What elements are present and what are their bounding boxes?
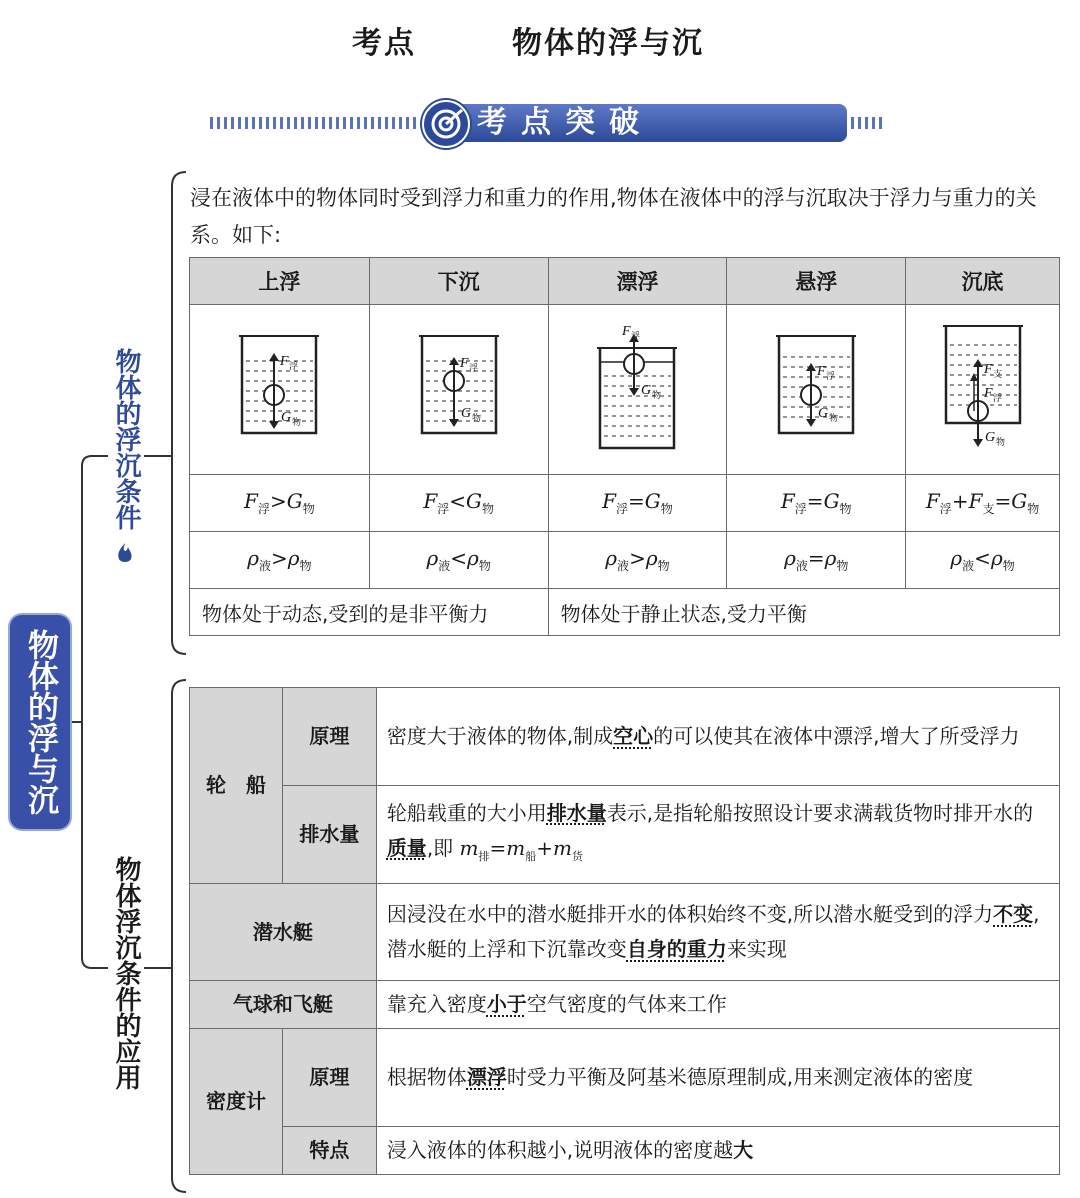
svg-text:F: F [983,361,993,377]
svg-text:浮: 浮 [468,363,478,374]
density-relation-rising: $\rho_液>\rho_物$ [190,532,370,589]
flame-icon [115,542,135,564]
beaker-diagram-sinking [369,305,548,475]
hydrometer-feature-label: 特点 [282,1127,376,1175]
col-header-bottom: 沉底 [906,258,1060,305]
mindmap-main-node [10,615,70,829]
svg-text:G: G [460,405,471,421]
hydrometer-feature-text: 浸入液体的体积越小,说明液体的密度越大 [376,1127,1059,1175]
density-relation-sinking: $\rho_液<\rho_物$ [369,532,548,589]
force-relation-sinking: $F_浮<G_物$ [369,475,548,532]
hydrometer-principle-label: 原理 [282,1029,376,1127]
mindmap-sub-applications-label: 物体浮沉条件的应用 [111,856,141,1090]
col-header-rising: 上浮 [190,258,370,305]
state-static: 物体处于静止状态,受力平衡 [548,589,1059,636]
ship-displacement-text: 轮船载重的大小用排水量表示,是指轮船按照设计要求满载货物时排开水的质量,即 $m_排=m_船+m_货$ [376,786,1059,884]
svg-text:G: G [984,429,995,445]
svg-text:浮: 浮 [826,371,836,382]
force-relation-rising: $F_浮>G_物$ [190,475,370,532]
hydrometer-label: 密度计 [190,1029,283,1175]
ship-displacement-label: 排水量 [282,786,376,884]
svg-text:浮: 浮 [992,393,1002,404]
hydrometer-principle-text: 根据物体漂浮时受力平衡及阿基米德原理制成,用来测定液体的密度 [376,1029,1059,1127]
balloon-text: 靠充入密度小于空气密度的气体来工作 [376,981,1059,1029]
svg-text:浮: 浮 [631,332,641,342]
applications-table [189,687,1060,1175]
submarine-text: 因浸没在水中的潜水艇排开水的体积始终不变,所以潜水艇受到的浮力不变,潜水艇的上浮和下沉靠改变自身的重力来实现 [376,884,1059,981]
svg-text:G: G [281,409,292,425]
svg-text:物: 物 [471,413,481,424]
svg-text:浮: 浮 [289,361,299,372]
svg-text:物: 物 [652,391,662,401]
displacement-formula: $m_排=m_船+m_货$ [459,835,583,863]
force-relation-bottom: $F_浮+F_支=G_物$ [906,475,1060,532]
svg-text:支: 支 [992,369,1002,380]
state-dynamic: 物体处于动态,受到的是非平衡力 [190,589,549,636]
title-right: 物体的浮与沉 [512,26,704,61]
beaker-diagram-bottom [906,305,1060,475]
banner-label: 考点突破 [477,105,653,140]
svg-text:物: 物 [995,437,1005,448]
svg-text:F: F [459,355,469,371]
ship-principle-label: 原理 [282,688,376,786]
beaker-diagram-rising [190,305,370,475]
title-left: 考点 [352,26,416,61]
svg-text:物: 物 [829,413,839,424]
conditions-table [189,257,1060,636]
svg-text:物: 物 [292,417,302,428]
conditions-intro: 浸在液体中的物体同时受到浮力和重力的作用,物体在液体中的浮与沉取决于浮力与重力的关系。如下: [190,186,1037,247]
svg-text:G: G [818,405,829,421]
mindmap-sub-conditions-label: 物体的浮沉条件 [111,348,141,530]
svg-text:F: F [622,324,632,339]
force-relation-suspended: $F_浮=G_物$ [727,475,906,532]
submarine-label: 潜水艇 [190,884,377,981]
beaker-diagram-suspended [727,305,906,475]
force-relation-floating: $F_浮=G_物$ [548,475,727,532]
svg-text:G: G [641,383,652,398]
beaker-diagram-floating [548,305,727,475]
col-header-floating: 漂浮 [548,258,727,305]
mindmap-sub-applications [108,856,144,1116]
svg-text:F: F [983,385,993,401]
density-relation-floating: $\rho_液>\rho_物$ [548,532,727,589]
mindmap-sub-conditions [108,348,144,548]
ship-label: 轮 船 [190,688,283,884]
svg-text:F: F [280,353,289,369]
balloon-label: 气球和飞艇 [190,981,377,1029]
density-relation-suspended: $\rho_液=\rho_物$ [727,532,906,589]
col-header-sinking: 下沉 [369,258,548,305]
density-relation-bottom: $\rho_液<\rho_物$ [906,532,1060,589]
svg-text:F: F [817,363,826,379]
mindmap-main-label: 物体的浮与沉 [22,629,58,815]
col-header-suspended: 悬浮 [727,258,906,305]
ship-principle-text: 密度大于液体的物体,制成空心的可以使其在液体中漂浮,增大了所受浮力 [376,688,1059,786]
